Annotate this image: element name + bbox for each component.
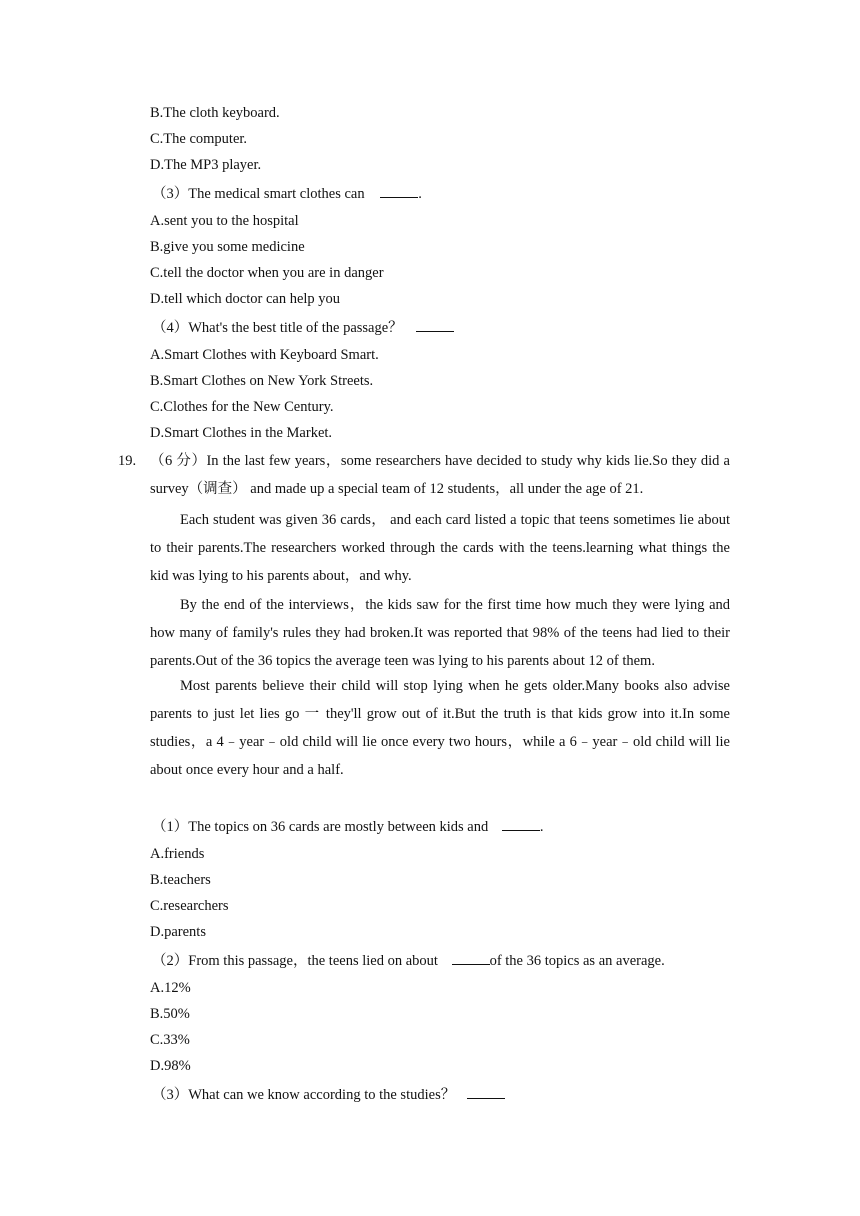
q19-q2-suffix: of the 36 topics as an average. (489, 953, 665, 969)
q19-q2-option-d: D.98% (150, 1058, 191, 1074)
q18-q2-option-d: D.The MP3 player. (150, 157, 262, 173)
q19-q1-option-d: D.parents (150, 924, 206, 940)
q19-paragraph-2: Each student was given 36 cards， and each card listed a topic that teens sometimes lie about to their parents.The researchers worked through the cards with the teens.learning what things the kid was lying to his parents about，and why. (150, 512, 730, 584)
q18-q4-option-c: C.Clothes for the New Century. (150, 399, 334, 415)
answer-blank (467, 1084, 505, 1099)
q19-q3-text: （3）What can we know according to the studies？ (152, 1087, 456, 1103)
q19-q2-text: （2）From this passage，the teens lied on about (152, 953, 438, 969)
q18-q2-option-b: B.The cloth keyboard. (150, 105, 280, 121)
answer-blank (502, 816, 540, 831)
q19-q1-option-a: A.friends (150, 846, 205, 862)
q19-q2-option-c: C.33% (150, 1032, 190, 1048)
answer-blank (416, 317, 454, 332)
q19-q3-stem (152, 1084, 505, 1105)
q18-q3-option-a: A.sent you to the hospital (150, 213, 299, 229)
q19-q1-stem (152, 816, 544, 837)
q19-q2-option-a: A.12% (150, 980, 191, 996)
q19-q1-text: （1）The topics on 36 cards are mostly between kids and (152, 819, 489, 835)
answer-blank (452, 950, 490, 965)
q18-q4-text: （4）What's the best title of the passage？ (152, 320, 403, 336)
q19-q2-stem (152, 950, 665, 971)
q19-q1-option-b: B.teachers (150, 872, 211, 888)
q18-q3-text: （3）The medical smart clothes can (152, 186, 365, 202)
q19-q2-option-b: B.50% (150, 1006, 190, 1022)
q19-paragraph-4: Most parents believe their child will stop lying when he gets older.Many books also advise parents to just let lies go 一 they'll grow out of it.But the truth is that kids grow into it.In some studies，a 4﹣year﹣old child will lie once every two hours，while a 6﹣year﹣old child will lie about once every hour and a half. (150, 678, 730, 778)
q19-q1-option-c: C.researchers (150, 898, 229, 914)
q19-intro: （6 分）In the last few years，some researchers have decided to study why kids lie.So they did a survey（调查） and made up a special team of 12 students，all under the age of 21. (150, 453, 730, 497)
q18-q3-stem (152, 183, 422, 204)
q18-q2-option-c: C.The computer. (150, 131, 248, 147)
q18-q4-option-d: D.Smart Clothes in the Market. (150, 425, 333, 441)
answer-blank (380, 183, 418, 198)
q18-q3-suffix: . (418, 186, 422, 202)
q18-q4-stem (152, 317, 454, 338)
q18-q3-option-d: D.tell which doctor can help you (150, 291, 341, 307)
q19-number: 19. (118, 453, 137, 469)
q18-q3-option-b: B.give you some medicine (150, 239, 305, 255)
q18-q3-option-c: C.tell the doctor when you are in danger (150, 265, 384, 281)
q18-q4-option-b: B.Smart Clothes on New York Streets. (150, 373, 374, 389)
q19-q1-suffix: . (539, 819, 544, 835)
q18-q4-option-a: A.Smart Clothes with Keyboard Smart. (150, 347, 379, 363)
q19-paragraph-3: By the end of the interviews，the kids saw for the first time how much they were lying and how many of family's rules they had broken.It was reported that 98% of the teens had lied to their parents.Out of the 36 topics the average teen was lying to his parents about 12 of them. (150, 597, 730, 669)
